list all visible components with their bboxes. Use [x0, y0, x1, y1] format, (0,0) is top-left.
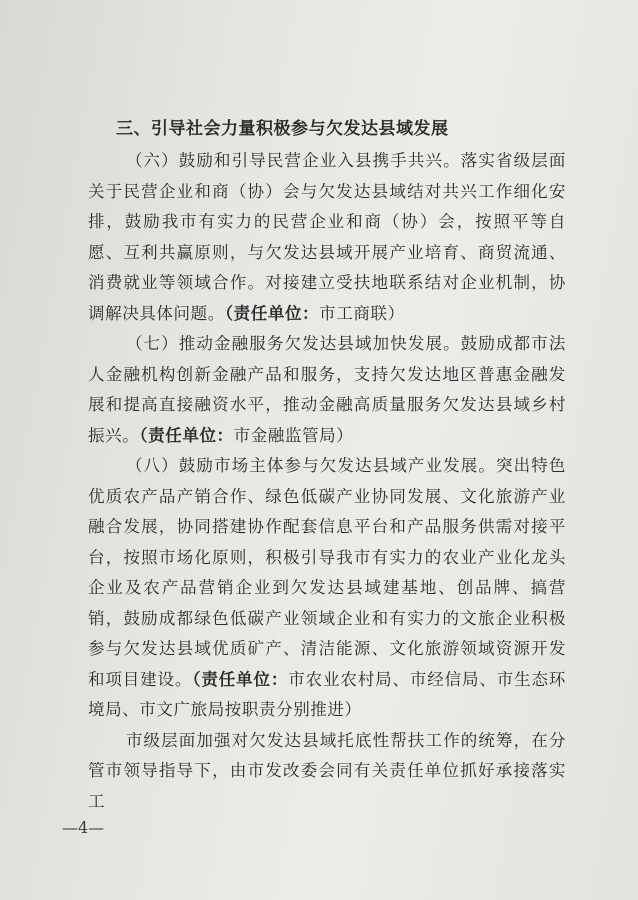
item-body: 突出特色优质农产品产销合作、绿色低碳产业协同发展、文化旅游产业融合发展，协同搭建协作配套信息平台和产品服务供需对接平台，按照市场化原则，积极引导我市有实力的农业产业化龙头企业及农产品营销企业到欠发达县域建基地、创品牌、搞营销，鼓励成都绿色低碳产业领域企业和有实力的文旅企业积极参与欠发达县域优质矿产、清洁能源、文化旅游领域资源开发和项目建设。 [88, 456, 566, 689]
item-title: （七）推动金融服务欠发达县域加快发展。 [125, 334, 461, 353]
responsibility-label: （责任单位： [224, 303, 320, 323]
item-title: （六）鼓励和引导民营企业入县携手共兴。 [125, 151, 461, 170]
paragraph-item-6 [88, 146, 566, 329]
paragraph-item-8 [88, 451, 566, 726]
responsibility-unit: 市农业农村局、市经信局、市生态环境局、市文广旅局按职责分别推进） [88, 669, 566, 719]
page-number: —4— [62, 818, 105, 837]
paragraph-item-7 [88, 329, 566, 451]
responsibility-label: （责任单位： [139, 425, 234, 445]
item-title: （八）鼓励市场主体参与欠发达县域产业发展。 [125, 456, 497, 475]
responsibility-unit: 市金融监管局） [233, 425, 354, 445]
item-body: 鼓励成都市法人金融机构创新金融产品和服务，支持欠发达地区普惠金融发展和提高直接融资水平，推动金融高质量服务欠发达县域乡村振兴。 [88, 334, 566, 445]
document-body [88, 112, 566, 817]
closing-paragraph: 市级层面加强对欠发达县域托底性帮扶工作的统筹，在分管市领导指导下，由市发改委会同有关责任单位抓好承接落实工 [88, 730, 566, 811]
item-body: 落实省级层面关于民营企业和商（协）会与欠发达县域结对共兴工作细化安排，鼓励我市有实力的民营企业和商（协）会，按照平等自愿、互利共赢原则，与欠发达县域开展产业培育、商贸流通、消费就业等领域合作。对接建立受扶地联系结对企业机制，协调解决具体问题。 [88, 151, 566, 323]
responsibility-label: （责任单位： [192, 669, 289, 689]
responsibility-unit: 市工商联） [319, 303, 405, 323]
section-heading: 三、引导社会力量积极参与欠发达县域发展 [116, 119, 449, 139]
